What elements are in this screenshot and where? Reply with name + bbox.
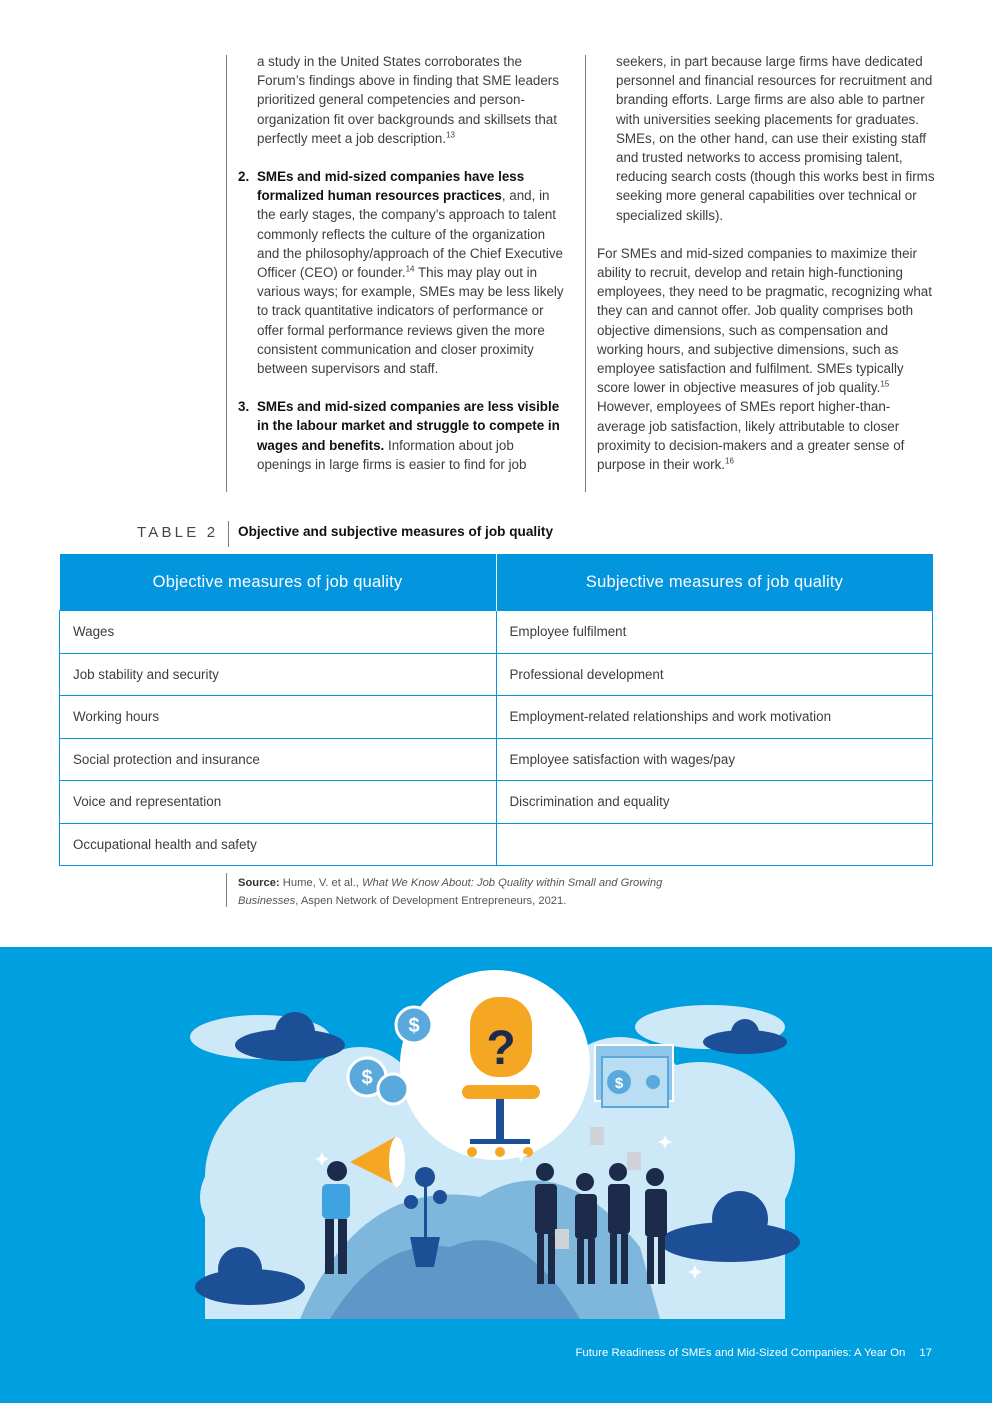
left-column-rule: [226, 55, 227, 492]
table-row: [60, 823, 933, 866]
table-cell: Employee fulfilment: [496, 611, 933, 654]
table-cell: [496, 823, 933, 866]
table-cell: Discrimination and equality: [496, 781, 933, 824]
header-subjective: Subjective measures of job quality: [496, 554, 933, 611]
list-item-3: 3. SMEs and mid-sized companies are less visible in the labour market and struggle to compete in wages and benefits. Information about job openings in large firms is easier to find for job: [238, 399, 560, 472]
table-cell: Employment-related relationships and work motivation: [496, 696, 933, 739]
table-cell: Professional development: [496, 653, 933, 696]
page-footer: [575, 1347, 932, 1359]
illustration-banner: [0, 947, 992, 1403]
table-cell: Employee satisfaction with wages/pay: [496, 738, 933, 781]
cloud-top-left: [190, 1012, 345, 1061]
hiring-illustration: [0, 947, 992, 1403]
right-paragraph: For SMEs and mid-sized companies to maximize their ability to recruit, develop and retain high-functioning employees, they need to be pragmatic, recognizing what they can and cannot offer. Job quality comprises both objective dimensions, such as compensation and working hours, and subjective dimensions, such as employee satisfaction and fulfilment. SMEs typically score lower in objective measures of job quality.$^{15}$ However, employees of SMEs report higher-than-average job satisfaction, likely attributable to closer proximity to decision-makers and a greater sense of purpose in their work.$^{16}$: [597, 245, 932, 473]
table-cell: Voice and representation: [60, 781, 497, 824]
table-row: [60, 696, 933, 739]
svg-text:$: $: [408, 1015, 420, 1037]
table-row: [60, 781, 933, 824]
coin-icon: [396, 1007, 432, 1043]
footnote-ref: 13: [446, 130, 455, 140]
table-cell: Occupational health and safety: [60, 823, 497, 866]
page-number: 17: [919, 1347, 932, 1359]
footnote-ref: 16: [725, 456, 734, 466]
coin-icon: [378, 1074, 408, 1104]
table-source: Source: Hume, V. et al., What We Know About: Job Quality within Small and Growing Businesses, Aspen Network of Development Entrepreneurs, 2021.: [238, 877, 663, 907]
header-objective: Objective measures of job quality: [60, 554, 497, 611]
right-column: [597, 52, 937, 474]
table-caption-rule: [228, 521, 229, 547]
table-header-row: [60, 554, 933, 611]
left-column: [238, 52, 568, 474]
right-column-rule: [585, 55, 586, 492]
banknote-icon: [595, 1045, 673, 1107]
list-item-2: 2. SMEs and mid-sized companies have less formalized human resources practices, and, in the early stages, the company’s approach to talent commonly reflects the culture of the organization and the philosophy/approach of the Chief Executive Officer (CEO) or founder.$^{14}$ This may play out in various ways; for example, SMEs may be less likely to track quantitative indicators of performance or offer formal performance reviews given the more consistent communication and closer proximity between supervisors and staff.: [238, 169, 564, 377]
report-title: Future Readiness of SMEs and Mid-Sized Companies: A Year On: [575, 1347, 906, 1359]
table-row: [60, 738, 933, 781]
svg-text:$: $: [361, 1067, 373, 1089]
table-cell: Social protection and insurance: [60, 738, 497, 781]
source-rule: [226, 873, 227, 907]
table-cell: Job stability and security: [60, 653, 497, 696]
table-cell: Working hours: [60, 696, 497, 739]
job-quality-table: [59, 554, 933, 866]
right-continuation-paragraph: seekers, in part because large firms have dedicated personnel and financial resources for recruitment and branding efforts. Large firms are also able to partner with universities seeking placements for graduates. SMEs, on the other hand, can use their existing staff and trusted networks to access promising talent, reducing search costs (though this works best in firms seeking more general capabilities over technical or specialized skills).: [616, 54, 935, 223]
footnote-ref: 14: [405, 264, 415, 274]
left-intro-paragraph: a study in the United States corroborates the Forum’s findings above in finding that SME leaders prioritized general competencies and person-organization fit over backgrounds and skillsets that perfectly meet a job description.$^{13}$: [257, 54, 559, 146]
footnote-ref: 15: [880, 379, 890, 389]
table-row: [60, 653, 933, 696]
table-cell: Wages: [60, 611, 497, 654]
table-caption: [0, 521, 992, 545]
table-label: TABLE 2: [137, 524, 219, 541]
svg-text:$: $: [614, 1075, 624, 1092]
table-title: Objective and subjective measures of job quality: [238, 524, 554, 539]
svg-text:?: ?: [486, 1022, 516, 1075]
table-row: [60, 611, 933, 654]
